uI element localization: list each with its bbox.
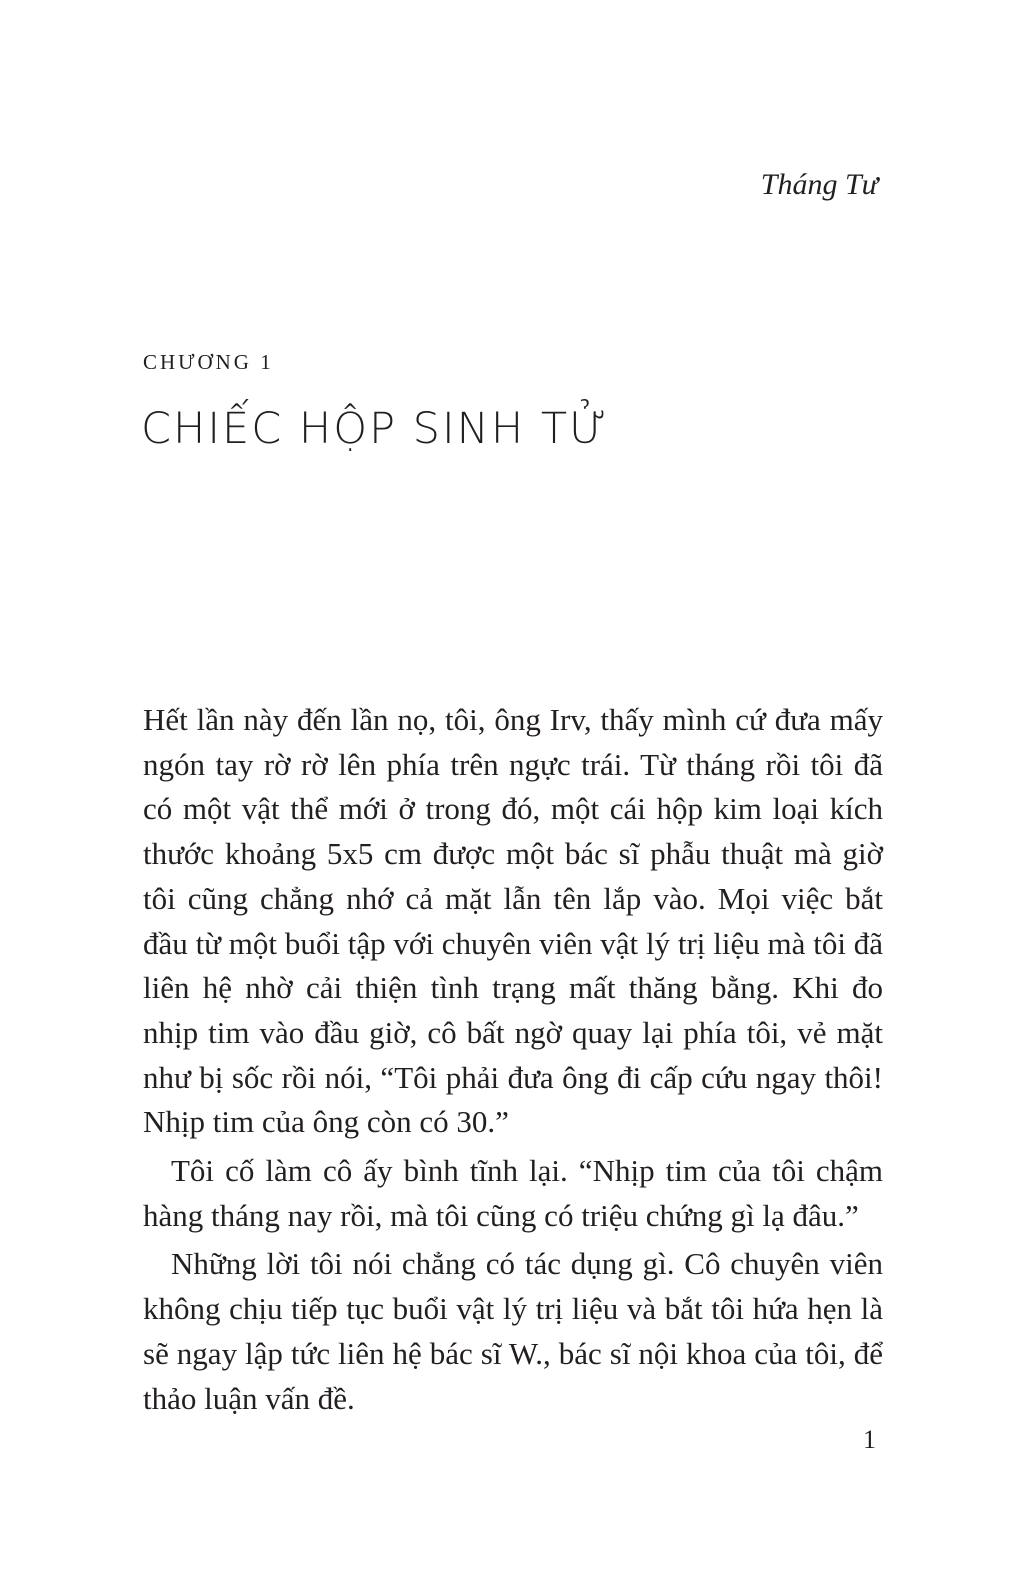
body-text xyxy=(143,698,883,1421)
page-number: 1 xyxy=(863,1425,876,1454)
paragraph: Tôi cố làm cô ấy bình tĩnh lại. “Nhịp tim của tôi chậm hàng tháng nay rồi, mà tôi cũng có triệu chứng gì lạ đâu.” xyxy=(143,1153,883,1233)
paragraph: Những lời tôi nói chẳng có tác dụng gì. Cô chuyên viên không chịu tiếp tục buổi vật lý trị liệu và bắt tôi hứa hẹn là sẽ ngay lập tức liên hệ bác sĩ W., bác sĩ nội khoa của tôi, để thảo luận vấn đề. xyxy=(143,1246,883,1416)
chapter-title: CHIẾC HỘP SINH TỬ xyxy=(141,404,609,454)
running-head: Tháng Tư xyxy=(760,168,878,201)
paragraph: Hết lần này đến lần nọ, tôi, ông Irv, thấy mình cứ đưa mấy ngón tay rờ rờ lên phía trên ngực trái. Từ tháng rồi tôi đã có một vật thể mới ở trong đó, một cái hộp kim loại kích thước khoảng 5x5 cm được một bác sĩ phẫu thuật mà giờ tôi cũng chẳng nhớ cả mặt lẫn tên lắp vào. Mọi việc bắt đầu từ một buổi tập với chuyên viên vật lý trị liệu mà tôi đã liên hệ nhờ cải thiện tình trạng mất thăng bằng. Khi đo nhịp tim vào đầu giờ, cô bất ngờ quay lại phía tôi, vẻ mặt như bị sốc rồi nói, “Tôi phải đưa ông đi cấp cứu ngay thôi! Nhịp tim của ông còn có 30.” xyxy=(143,702,883,1140)
chapter-label: CHƯƠNG 1 xyxy=(143,350,274,374)
